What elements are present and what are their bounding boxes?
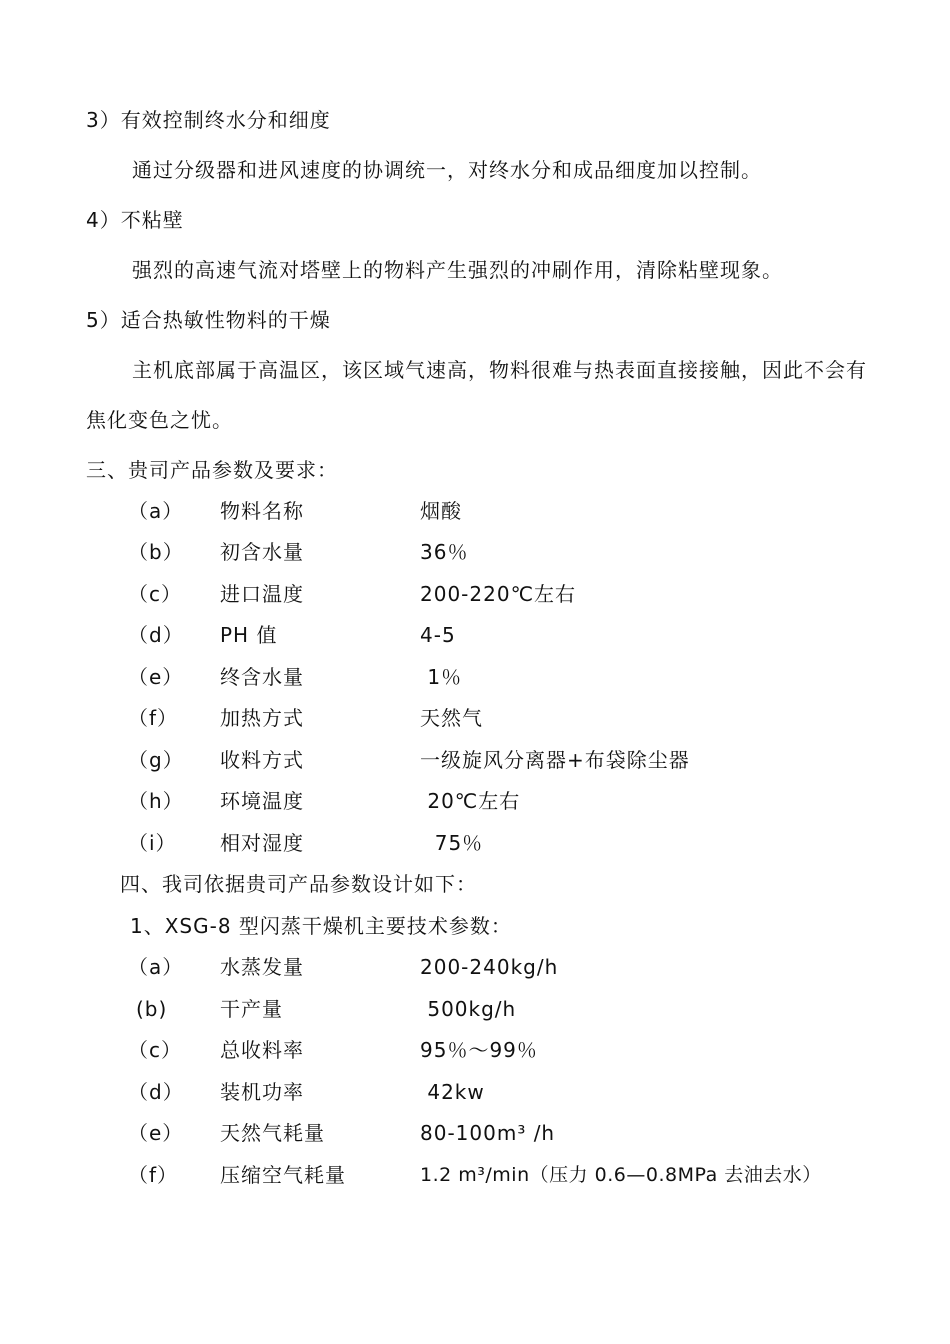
param-value: 烟酸 [420, 499, 462, 523]
param-name: 进口温度 [220, 582, 304, 606]
param-name: 相对湿度 [220, 831, 304, 855]
param-tag: （a） [128, 499, 184, 523]
param-name: 收料方式 [220, 748, 304, 772]
paragraph-5-line-2: 焦化变色之忧。 [86, 408, 233, 432]
heading-4: 4）不粘壁 [86, 208, 184, 232]
param-value: 80-100m³ /h [420, 1121, 556, 1145]
param-tag: （d） [128, 623, 184, 647]
param-tag: （i） [128, 831, 177, 855]
param-tag: （h） [128, 789, 184, 813]
param-value: 20℃左右 [420, 789, 521, 813]
param-value: 200-220℃左右 [420, 582, 577, 606]
param-name: 装机功率 [220, 1080, 304, 1104]
param-value: 75％ [420, 831, 484, 855]
param-tag: （c） [128, 1038, 182, 1062]
param-name: 初含水量 [220, 540, 304, 564]
param-tag: （b） [128, 540, 184, 564]
param-value: 42kw [420, 1080, 485, 1104]
param-name: 环境温度 [220, 789, 304, 813]
param-name: 终含水量 [220, 665, 304, 689]
param-value: 1.2 m³/min（压力 0.6—0.8MPa 去油去水） [420, 1164, 822, 1186]
section3-title: 三、贵司产品参数及要求： [86, 458, 338, 482]
param-name: 天然气耗量 [220, 1121, 325, 1145]
param-name: 物料名称 [220, 499, 304, 523]
param-value: 95％～99％ [420, 1038, 538, 1062]
section4-subtitle: 1、XSG-8 型闪蒸干燥机主要技术参数： [130, 914, 512, 938]
param-value: 天然气 [420, 706, 483, 730]
param-name: PH 值 [220, 623, 278, 647]
param-tag: （a） [128, 955, 184, 979]
param-value: 4-5 [420, 623, 456, 647]
param-value: 一级旋风分离器+布袋除尘器 [420, 748, 690, 772]
param-value: 36％ [420, 540, 469, 564]
param-tag: （d） [128, 1080, 184, 1104]
param-name: 加热方式 [220, 706, 304, 730]
param-tag: （e） [128, 665, 184, 689]
param-tag: （g） [128, 748, 184, 772]
param-tag: （c） [128, 582, 182, 606]
param-value: 200-240kg/h [420, 955, 559, 979]
param-tag: （f） [128, 1163, 179, 1187]
param-name: 压缩空气耗量 [220, 1163, 346, 1187]
paragraph-4: 强烈的高速气流对塔壁上的物料产生强烈的冲刷作用，清除粘壁现象。 [132, 258, 783, 282]
param-tag: (b) [136, 997, 168, 1021]
paragraph-3: 通过分级器和进风速度的协调统一，对终水分和成品细度加以控制。 [132, 158, 762, 182]
heading-3: 3）有效控制终水分和细度 [86, 108, 331, 132]
paragraph-5-line-1: 主机底部属于高温区，该区域气速高，物料很难与热表面直接接触，因此不会有 [132, 358, 867, 382]
param-value: 1％ [420, 665, 463, 689]
section4-title: 四、我司依据贵司产品参数设计如下： [120, 872, 477, 896]
param-tag: （e） [128, 1121, 184, 1145]
heading-5: 5）适合热敏性物料的干燥 [86, 308, 331, 332]
param-name: 干产量 [220, 997, 283, 1021]
param-name: 水蒸发量 [220, 955, 304, 979]
param-name: 总收料率 [220, 1038, 304, 1062]
param-value: 500kg/h [420, 997, 517, 1021]
param-tag: （f） [128, 706, 179, 730]
